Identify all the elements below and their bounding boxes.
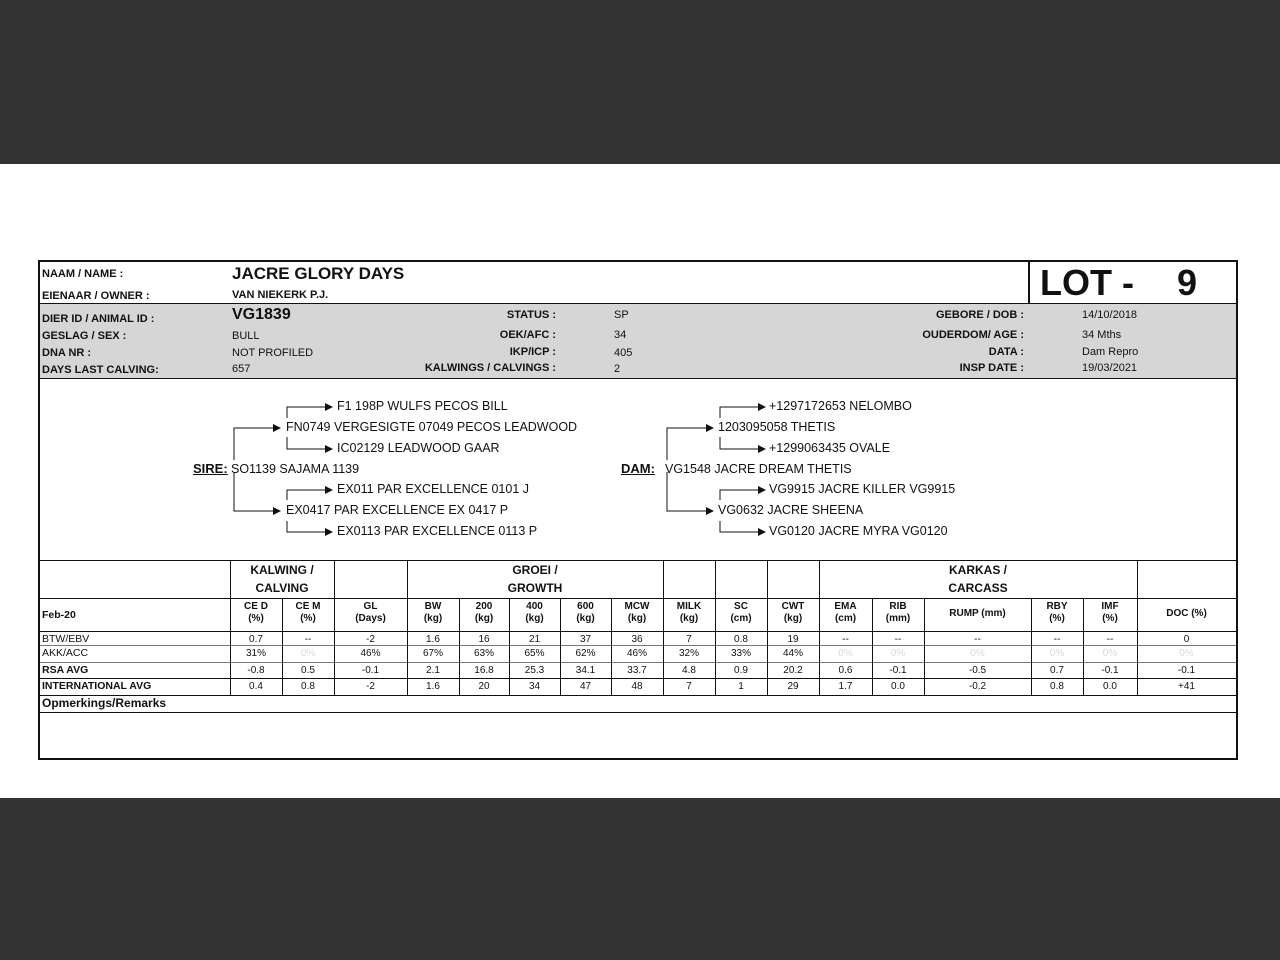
sire-sire-sire: F1 198P WULFS PECOS BILL — [337, 399, 508, 413]
ebv-cell: 29 — [787, 681, 799, 692]
ebv-cell: -0.1 — [1177, 665, 1196, 676]
ebv-cell: 7 — [686, 681, 692, 692]
dam-dam: VG0632 JACRE SHEENA — [718, 503, 864, 517]
ebv-cell: 1 — [738, 681, 744, 692]
remarks-area[interactable] — [40, 713, 1236, 758]
ebv-cell: 0% — [300, 648, 316, 659]
status-label: STATUS : — [506, 309, 556, 321]
ebv-cell: 0% — [1049, 648, 1065, 659]
sire-name: SO1139 SAJAMA 1139 — [231, 462, 360, 476]
dob-value: 14/10/2018 — [1082, 309, 1138, 321]
sire-dam: EX0417 PAR EXCELLENCE EX 0417 P — [286, 503, 509, 517]
ebv-cell: 16 — [478, 634, 490, 645]
column-header: SC (cm) — [730, 601, 752, 624]
ebv-cell: 20 — [478, 681, 490, 692]
column-header: EMA (cm) — [834, 601, 857, 624]
ebv-cell: 0.8 — [1050, 681, 1064, 692]
ebv-cell: 0 — [1183, 634, 1190, 645]
ebv-cell: -- — [304, 634, 312, 645]
dam-label: DAM: — [621, 461, 655, 476]
afc-value: 34 — [614, 329, 627, 341]
ebv-cell: 0.8 — [301, 681, 315, 692]
data-value: Dam Repro — [1082, 346, 1139, 358]
ebv-cell: 0.5 — [301, 665, 315, 676]
sire-dam-dam: EX0113 PAR EXCELLENCE 0113 P — [337, 524, 538, 538]
ebv-cell: 34 — [528, 681, 541, 692]
data-label: DATA : — [988, 346, 1024, 358]
animal-name: JACRE GLORY DAYS — [232, 264, 405, 283]
lot-label: LOT - — [1040, 262, 1134, 303]
ebv-cell: -0.1 — [889, 665, 907, 676]
ebv-cell: 67% — [422, 648, 443, 659]
ebv-cell: 4.8 — [682, 665, 696, 676]
animal-id: VG1839 — [232, 306, 291, 323]
ebv-row-label: RSA AVG — [42, 664, 89, 676]
ebv-cell: 47 — [579, 681, 592, 692]
dam-name: VG1548 JACRE DREAM THETIS — [665, 462, 852, 476]
dam-dam-dam: VG0120 JACRE MYRA VG0120 — [769, 524, 948, 538]
ebv-cell: -- — [842, 634, 849, 645]
age-value: 34 Mths — [1082, 329, 1122, 341]
calvings-label: KALWINGS / CALVINGS : — [424, 362, 556, 374]
ebv-cell: 0.0 — [891, 681, 905, 692]
insp-date-value: 19/03/2021 — [1082, 362, 1138, 374]
ebv-cell: 0.8 — [734, 634, 748, 645]
ebv-cell: 36 — [631, 634, 643, 645]
ebv-cell: -0.5 — [968, 665, 987, 676]
column-header: 400 (kg) — [525, 601, 544, 624]
icp-label: IKP/ICP : — [509, 346, 556, 358]
ebv-cell: -- — [1106, 634, 1114, 645]
remarks-label: Opmerkings/Remarks — [42, 696, 167, 710]
ebv-cell: 46% — [360, 648, 381, 659]
ebv-cell: 0.0 — [1103, 681, 1117, 692]
ebv-cell: 0.4 — [249, 681, 263, 692]
icp-value: 405 — [614, 347, 633, 359]
status-value: SP — [614, 309, 629, 321]
ebv-cell: 0.6 — [838, 665, 853, 676]
ebv-cell: -- — [894, 634, 902, 645]
ebv-cell: 16.8 — [474, 665, 494, 676]
ebv-cell: 48 — [631, 681, 643, 692]
sex-value: BULL — [232, 330, 260, 342]
column-header: CE D (%) — [244, 601, 268, 624]
ebv-cell: -0.2 — [968, 681, 987, 692]
ebv-row-label: INTERNATIONAL AVG — [42, 680, 152, 692]
ebv-cell: 32% — [678, 648, 699, 659]
ebv-cell: 0.7 — [249, 634, 263, 645]
ebv-cell: 62% — [575, 648, 596, 659]
ebv-cell: 1.6 — [426, 681, 440, 692]
ebv-cell: -2 — [366, 634, 375, 645]
column-header: IMF (%) — [1101, 601, 1119, 624]
column-header: CWT (kg) — [781, 601, 805, 624]
name-label: NAAM / NAME : — [42, 268, 124, 280]
sire-sire: FN0749 VERGESIGTE 07049 PECOS LEADWOOD — [286, 420, 578, 434]
column-header: MILK (kg) — [676, 601, 702, 624]
ebv-cell: 25.3 — [524, 665, 545, 676]
ebv-cell: -- — [1053, 634, 1061, 645]
column-header: BW (kg) — [423, 601, 443, 624]
column-header: RUMP (mm) — [949, 608, 1006, 619]
ebv-row-label: AKK/ACC — [42, 647, 89, 659]
afc-label: OEK/AFC : — [499, 329, 556, 341]
ebv-cell: -2 — [366, 681, 375, 692]
ebv-cell: -0.1 — [1101, 665, 1119, 676]
dob-label: GEBORE / DOB : — [935, 309, 1024, 321]
animal-id-label: DIER ID / ANIMAL ID : — [42, 313, 155, 325]
ebv-cell: 33.7 — [627, 665, 647, 676]
ebv-cell: 34.1 — [575, 665, 596, 676]
ebv-cell: 0% — [1102, 648, 1118, 659]
owner-name: VAN NIEKERK P.J. — [232, 289, 329, 301]
sire-dam-sire: EX011 PAR EXCELLENCE 0101 J — [337, 482, 529, 496]
column-header: RBY (%) — [1046, 601, 1068, 624]
ebv-cell: 19 — [787, 634, 799, 645]
ebv-cell: 20.2 — [783, 665, 803, 676]
lot-card — [38, 260, 1238, 760]
calvings-value: 2 — [614, 363, 621, 375]
pedigree-connectors — [40, 262, 1236, 562]
ebv-cell: 1.6 — [426, 634, 440, 645]
ebv-cell: 1.7 — [838, 681, 853, 692]
ebv-cell: 7 — [686, 634, 692, 645]
ebv-cell: 0% — [890, 648, 906, 659]
group-carcass-line1: KARKAS / — [948, 563, 1007, 577]
column-header: MCW (kg) — [624, 601, 650, 624]
owner-label: EIENAAR / OWNER : — [42, 290, 150, 302]
group-carcass-line2: CARCASS — [948, 581, 1008, 595]
dna-label: DNA NR : — [42, 347, 92, 359]
dam-sire-sire: +1297172653 NELOMBO — [769, 399, 912, 413]
age-label: OUDERDOM/ AGE : — [922, 329, 1024, 341]
column-header: CE M (%) — [295, 601, 321, 624]
sex-label: GESLAG / SEX : — [42, 330, 127, 342]
ebv-row-label: BTW/EBV — [42, 633, 90, 645]
lot-number: 9 — [1177, 262, 1198, 303]
ebv-cell: +41 — [1178, 681, 1195, 692]
days-last-calving-value: 657 — [232, 363, 251, 375]
dam-sire-dam: +1299063435 OVALE — [769, 441, 891, 455]
sire-label: SIRE: — [193, 461, 228, 476]
period-label: Feb-20 — [42, 609, 76, 621]
ebv-cell: 37 — [579, 634, 592, 645]
ebv-cell: -0.8 — [247, 665, 265, 676]
dna-value: NOT PROFILED — [232, 347, 314, 359]
dam-dam-sire: VG9915 JACRE KILLER VG9915 — [769, 482, 956, 496]
ebv-cell: 0% — [1179, 648, 1194, 659]
ebv-cell: 0% — [970, 648, 985, 659]
ebv-cell: 33% — [730, 648, 751, 659]
ebv-cell: 0% — [838, 648, 853, 659]
days-last-calving-label: DAYS LAST CALVING: — [42, 364, 159, 376]
insp-date-label: INSP DATE : — [959, 362, 1024, 374]
ebv-cell: 0.9 — [734, 665, 748, 676]
ebv-cell: 0.7 — [1050, 665, 1064, 676]
ebv-cell: -- — [974, 634, 981, 645]
ebv-cell: -0.1 — [361, 665, 380, 676]
group-growth-line2: GROWTH — [507, 581, 563, 595]
sire-sire-dam: IC02129 LEADWOOD GAAR — [337, 441, 500, 455]
column-header: GL (Days) — [355, 601, 386, 624]
ebv-cell: 44% — [782, 648, 803, 659]
ebv-cell: 46% — [626, 648, 647, 659]
column-header: RIB (mm) — [885, 601, 911, 624]
ebv-cell: 31% — [245, 648, 266, 659]
group-calving-line1: KALWING / — [250, 563, 314, 577]
column-header: 200 (kg) — [474, 601, 494, 624]
ebv-cell: 65% — [524, 648, 545, 659]
sale-catalogue-page — [0, 164, 1280, 798]
group-calving-line2: CALVING — [255, 581, 309, 595]
ebv-cell: 2.1 — [426, 665, 440, 676]
column-header: 600 (kg) — [576, 601, 595, 624]
group-growth-line1: GROEI / — [512, 563, 558, 577]
ebv-cell: 63% — [473, 648, 494, 659]
ebv-cell: 21 — [528, 634, 541, 645]
column-header: DOC (%) — [1166, 608, 1207, 619]
dam-sire: 1203095058 THETIS — [718, 420, 836, 434]
